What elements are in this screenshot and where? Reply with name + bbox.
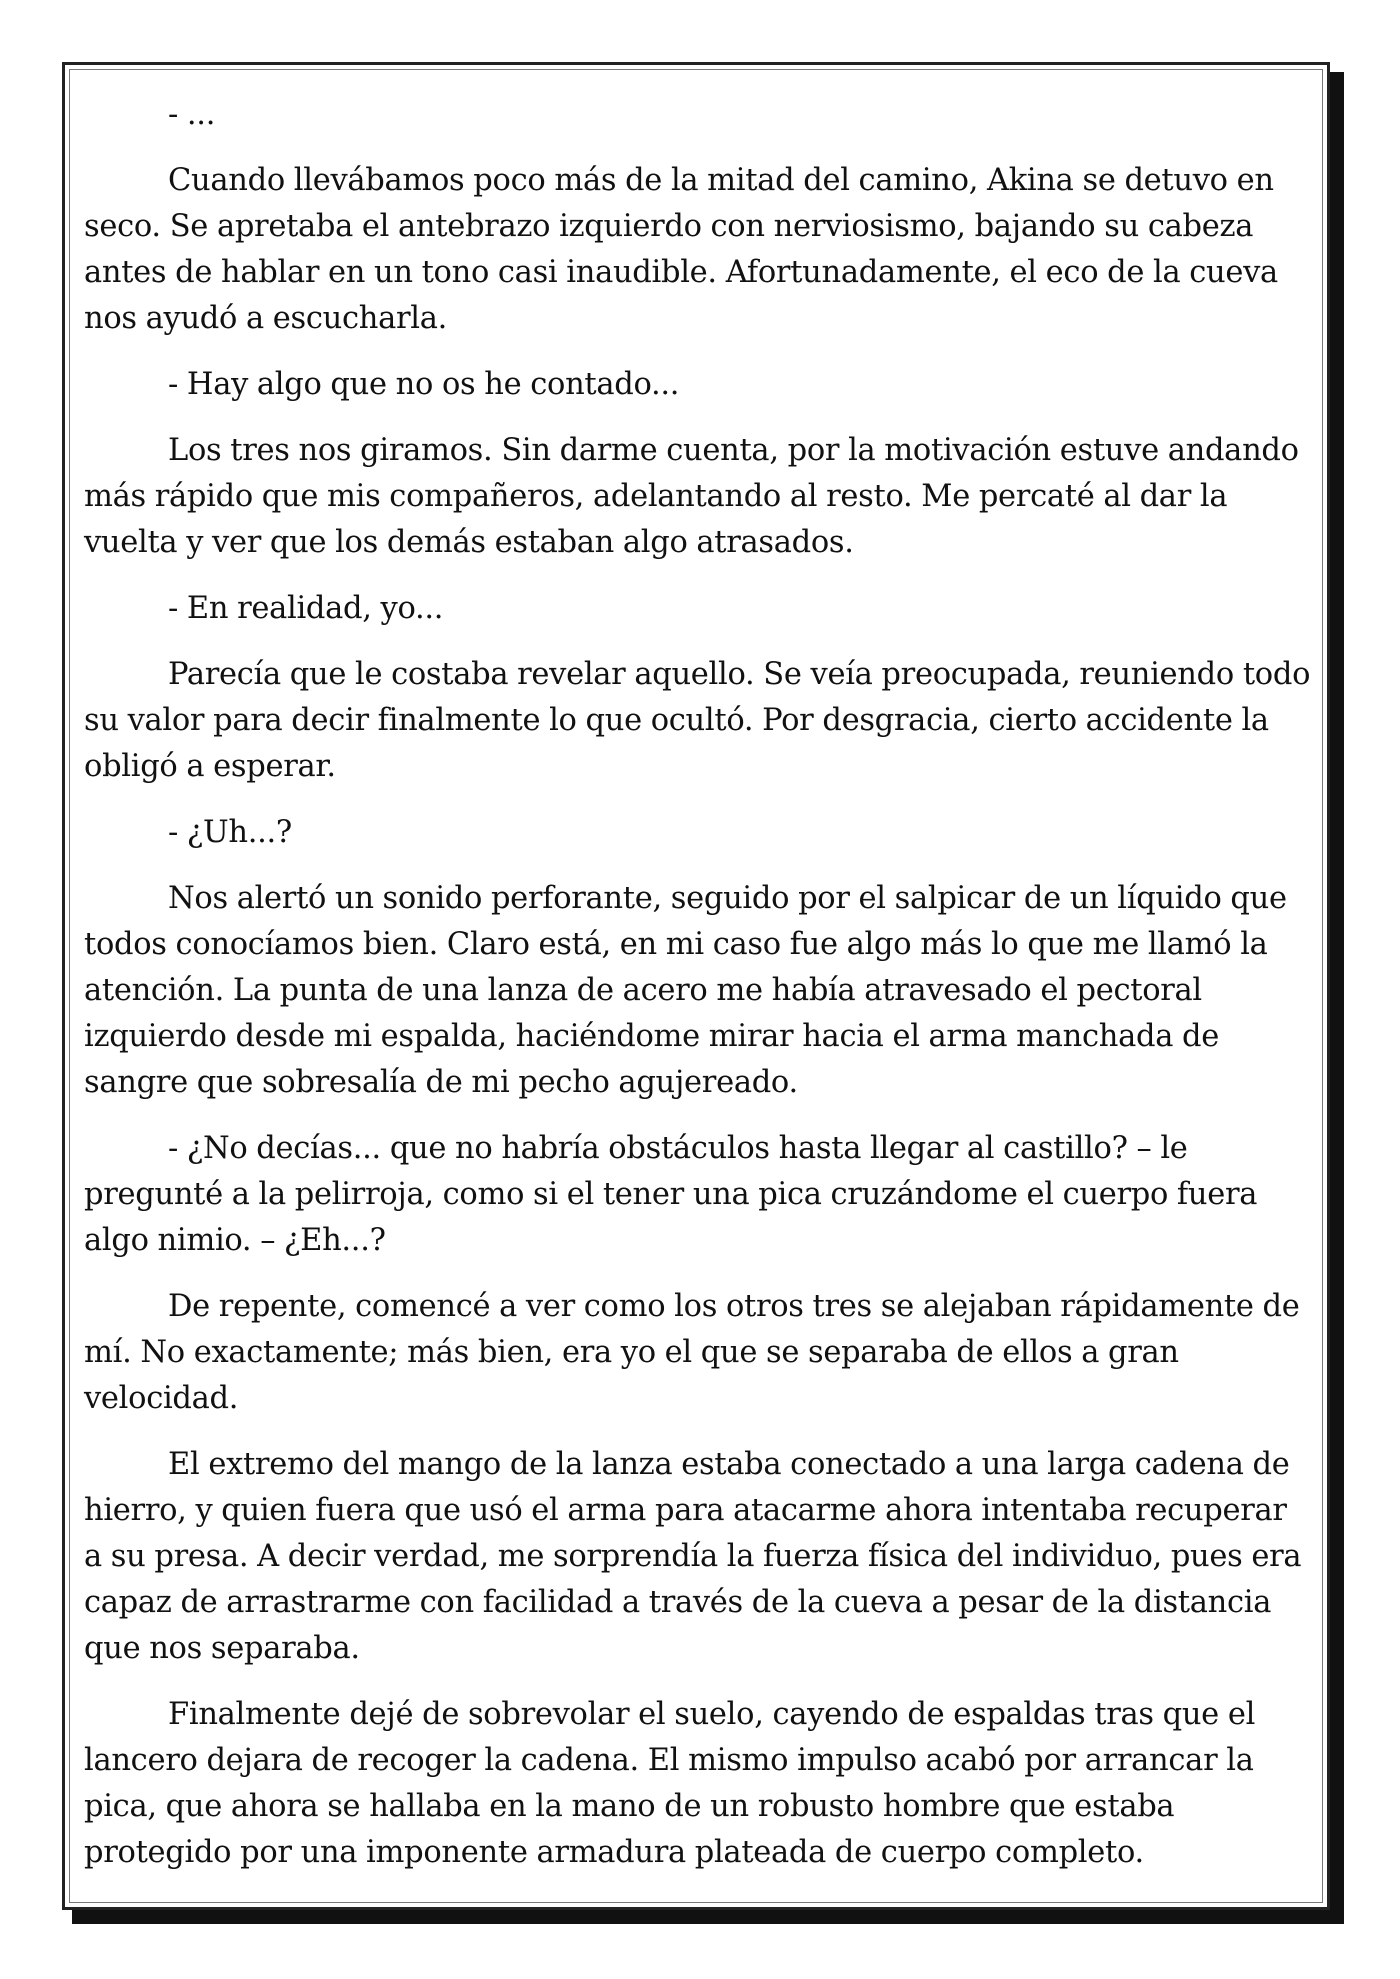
paragraph-12: Finalmente dejé de sobrevolar el suelo, cayendo de espaldas tras que el lancero dejara de recoger la cadena. El mismo impulso acabó por arrancar la pica, que ahora se hallaba en la mano de un robusto hombre que estaba protegido por una imponente armadura plateada de cuerpo completo. (84, 1697, 1256, 1870)
paragraph-5: - En realidad, yo... (168, 591, 444, 626)
paragraph-9: - ¿No decías... que no habría obstáculos hasta llegar al castillo? – le pregunté a la pelirroja, como si el tener una pica cruzándome el cuerpo fuera algo nimio. – ¿Eh...? (84, 1131, 1258, 1258)
document-text-body (84, 92, 1312, 1896)
paragraph-7: - ¿Uh...? (168, 815, 292, 850)
paragraph-10: De repente, comencé a ver como los otros tres se alejaban rápidamente de mí. No exactamente; más bien, era yo el que se separaba de ellos a gran velocidad. (84, 1289, 1300, 1416)
paragraph-1: - ... (168, 97, 216, 132)
paragraph-2: Cuando llevábamos poco más de la mitad del camino, Akina se detuvo en seco. Se apretaba el antebrazo izquierdo con nerviosismo, bajando su cabeza antes de hablar en un tono casi inaudible. Afortunadamente, el eco de la cueva nos ayudó a escucharla. (84, 163, 1278, 336)
paragraph-3: - Hay algo que no os he contado... (168, 367, 680, 402)
paragraph-8: Nos alertó un sonido perforante, seguido por el salpicar de un líquido que todos conocíamos bien. Claro está, en mi caso fue algo más lo que me llamó la atención. La punta de una lanza de acero me había atravesado el pectoral izquierdo desde mi espalda, haciéndome mirar hacia el arma manchada de sangre que sobresalía de mi pecho agujereado. (84, 881, 1287, 1100)
paragraph-11: El extremo del mango de la lanza estaba conectado a una larga cadena de hierro, y quien fuera que usó el arma para atacarme ahora intentaba recuperar a su presa. A decir verdad, me sorprendía la fuerza física del individuo, pues era capaz de arrastrarme con facilidad a través de la cueva a pesar de la distancia que nos separaba. (84, 1447, 1302, 1666)
paragraph-6: Parecía que le costaba revelar aquello. Se veía preocupada, reuniendo todo su valor para decir finalmente lo que ocultó. Por desgracia, cierto accidente la obligó a esperar. (84, 657, 1311, 784)
paragraph-4: Los tres nos giramos. Sin darme cuenta, por la motivación estuve andando más rápido que mis compañeros, adelantando al resto. Me percaté al dar la vuelta y ver que los demás estaban algo atrasados. (84, 433, 1299, 560)
